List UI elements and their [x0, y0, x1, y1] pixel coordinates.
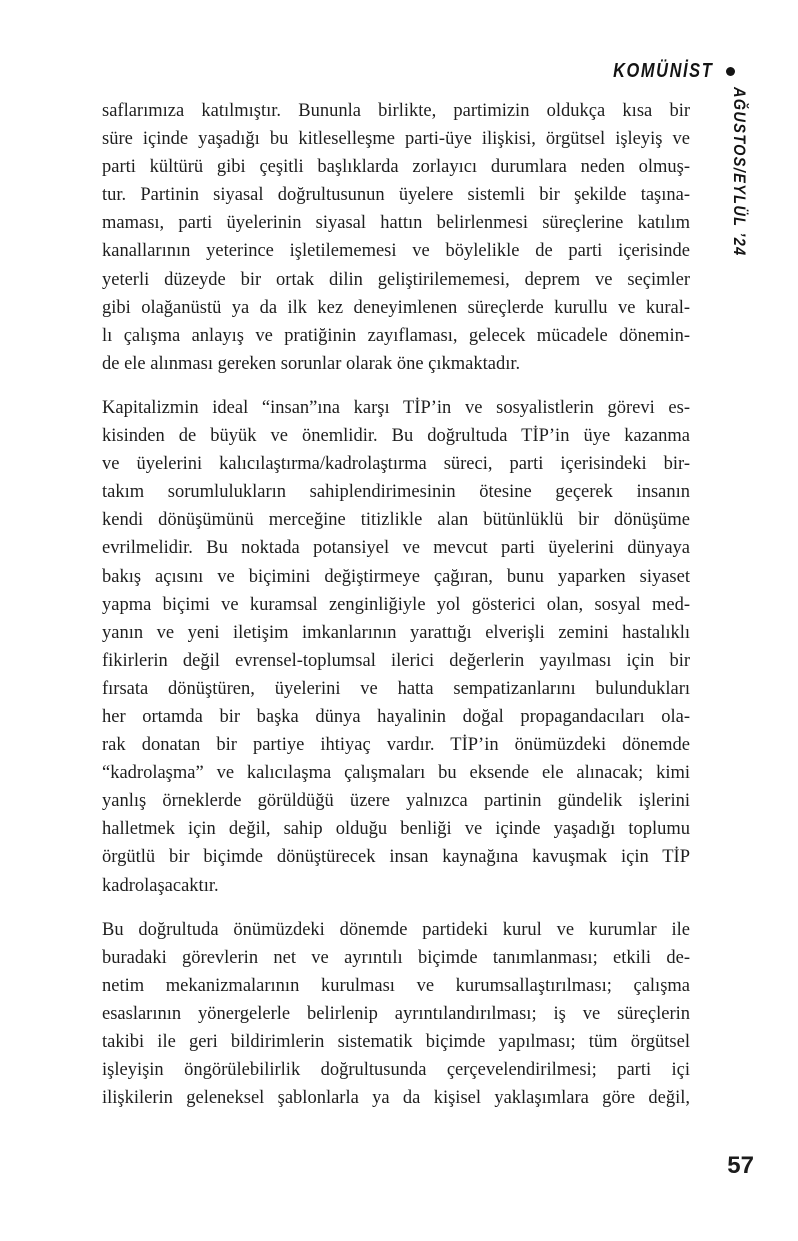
text-line: “kadrolaşma” ve kalıcılaşma çalışmaları bu eksende ele alınacak; kimi	[102, 763, 690, 784]
text-line: kisinden de büyük ve önemlidir. Bu doğrultuda TİP’in üye kazanma	[102, 426, 690, 447]
text-line: takım sorumlulukların sahiplendirimesinin ötesine geçerek insanın	[102, 482, 690, 503]
text-line: Bu doğrultuda önümüzdeki dönemde partideki kurul ve kurumlar ile	[102, 919, 690, 940]
text-line: fikirlerin değil evrensel-toplumsal ilerici değerlerin yayılması için bir	[102, 650, 690, 671]
text-line: kadrolaşacaktır.	[102, 875, 219, 896]
text-line: ilişkilerin geleneksel şablonlarla ya da kişisel yaklaşımlara göre değil,	[102, 1088, 690, 1109]
text-line: rak donatan bir partiye ihtiyaç vardır. TİP’in önümüzdeki dönemde	[102, 735, 690, 756]
text-line: saflarımıza katılmıştır. Bununla birlikte, partimizin oldukça kısa bir	[102, 101, 690, 121]
bullet-icon	[726, 67, 735, 76]
text-line: buradaki görevlerin net ve ayrıntılı biçimde tanımlanması; etkili de-	[102, 947, 690, 968]
paragraph	[102, 394, 690, 900]
text-line: maması, parti üyelerinin siyasal hattın belirlenmesi süreçlerine katılım	[102, 213, 690, 234]
text-line: kendi dönüşümünü merceğine titizlikle alan bütünlüklü bir dönüşüme	[102, 510, 690, 531]
text-line: işleyişin öngörülebilirlik doğrultusunda çerçevelendirilmesi; parti içi	[102, 1060, 690, 1081]
paragraph	[102, 916, 690, 1113]
text-line: yanlış örneklerde görüldüğü üzere yalnızca partinin gündelik işlerini	[102, 791, 690, 812]
text-line: ve üyelerini kalıcılaştırma/kadrolaştırma süreci, parti içerisindeki bir-	[102, 454, 690, 475]
text-line: Kapitalizmin ideal “insan”ına karşı TİP’in ve sosyalistlerin görevi es-	[102, 397, 690, 418]
text-line: yapma biçimi ve kuramsal zenginliğiyle yol gösterici olan, sosyal med-	[102, 594, 690, 615]
text-line: her ortamda bir başka dünya hayalinin doğal propagandacıları ola-	[102, 706, 690, 727]
text-line: kanallarının yeterince işletilememesi ve böylelikle de parti içerisinde	[102, 241, 690, 262]
text-line: fırsata dönüştüren, üyelerini ve hatta sempatizanlarını bulundukları	[102, 678, 690, 699]
magazine-title: KOMÜNİST	[612, 59, 713, 82]
text-line: lı çalışma anlayış ve pratiğinin zayıflaması, gelecek mücadele dönemin-	[102, 325, 690, 346]
issue-date-vertical-label: AĞUSTOS/EYLÜL ’24	[730, 87, 748, 257]
text-line: yanın ve yeni iletişim imkanlarının yarattığı elverişli zemini hastalıklı	[102, 622, 690, 643]
paragraph	[102, 97, 690, 378]
text-line: gibi olağanüstü ya da ilk kez deneyimlenen süreçlerde kurullu ve kural-	[102, 297, 690, 318]
article-body	[102, 97, 690, 1112]
text-line: halletmek için değil, sahip olduğu benliği ve içinde yaşadığı toplumu	[102, 819, 690, 840]
text-line: yeterli düzeyde bir ortak dilin geliştirilememesi, deprem ve seçimler	[102, 269, 690, 290]
text-line: tur. Partinin siyasal doğrultusunun üyelere sistemli bir şekilde taşına-	[102, 185, 690, 206]
text-line: takibi ile geri bildirimlerin sistematik biçimde yapılması; tüm örgütsel	[102, 1032, 690, 1052]
text-line: de ele alınması gereken sorunlar olarak öne çıkmaktadır.	[102, 353, 521, 374]
text-line: parti kültürü gibi çeşitli başlıklarda zorlayıcı durumlara neden olmuş-	[102, 157, 690, 178]
text-line: süre içinde yaşadığı bu kitleselleşme parti-üye ilişkisi, örgütsel işleyiş ve	[102, 129, 690, 150]
page-number: 57	[727, 1152, 754, 1179]
text-line: netim mekanizmalarının kurulması ve kurumsallaştırılması; çalışma	[102, 975, 690, 996]
text-line: bakış açısını ve biçimini değiştirmeye çağıran, bunu yaparken siyaset	[102, 566, 690, 587]
text-line: esaslarının yönergelerle belirlenip ayrıntılandırılması; iş ve süreçlerin	[102, 1003, 690, 1024]
page-header	[588, 59, 735, 83]
text-line: örgütlü bir biçimde dönüştürecek insan kaynağına kavuşmak için TİP	[102, 847, 690, 868]
text-line: evrilmelidir. Bu noktada potansiyel ve mevcut parti üyelerini dünyaya	[102, 538, 690, 559]
